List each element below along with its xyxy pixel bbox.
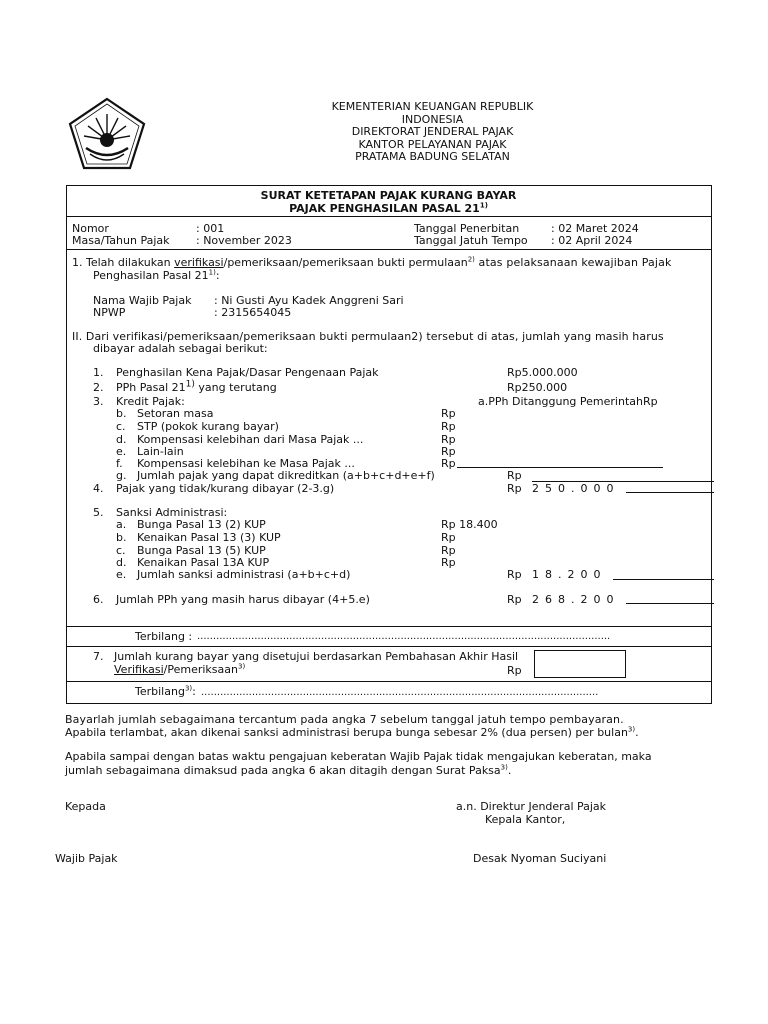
terbilang-2-blank: ............................................................................................................................. [201,687,599,698]
item-6-underline [626,603,714,604]
item-3c-label: STP (pokok kurang bayar) [137,420,279,433]
sanksi-d-number: d. [116,556,127,569]
item-5-label: Sanksi Administrasi: [116,506,228,519]
sanksi-d-rp: Rp [441,556,456,569]
item-3c-number: c. [116,420,126,433]
item-3f-label: Kompensasi kelebihan ke Masa Pajak ... [137,457,355,470]
objection-note: Apabila sampai dengan batas waktu pengajuan keberatan Wajib Pajak tidak mengajukan keberatan, maka [65,750,652,763]
item-3d-number: d. [116,433,127,446]
subtotal-underline [457,467,663,468]
taxpayer-signature-label: Wajib Pajak [55,852,118,865]
section-2-paragraph-cont: dibayar adalah sebagai berikut: [93,342,268,355]
divider-item7 [66,681,711,682]
item-3e-label: Lain-lain [137,445,184,458]
section-1-paragraph: 1. Telah dilakukan verifikasi/pemeriksaan/pemeriksaan bukti permulaan$^{2)}$ atas pelaksanaan kewajiban Pajak [72,255,672,269]
item-3g-rp: Rp [507,469,522,482]
item-2-value: Rp250.000 [507,381,568,394]
sanksi-b-label: Kenaikan Pasal 13 (3) KUP [137,531,281,544]
sanksi-b-rp: Rp [441,531,456,544]
masa-pajak-value: : November 2023 [196,234,292,247]
item-3d-label: Kompensasi kelebihan dari Masa Pajak ... [137,433,364,446]
letterhead [300,101,565,164]
divider-meta [66,249,711,250]
item-3-label: Kredit Pajak: [116,395,185,408]
jatuh-tempo-value: : 02 April 2024 [551,234,633,247]
sanksi-e-label: Jumlah sanksi administrasi (a+b+c+d) [137,568,351,581]
item-7-number: 7. [93,650,104,663]
item-3e-number: e. [116,445,127,458]
item-3b-label: Setoran masa [137,407,214,420]
terbilang-blank: .................................................................................................................................. [197,631,611,642]
divider-terbilang [66,646,711,647]
section-1-paragraph-cont: Penghasilan Pasal 21$^{1)}$: [93,268,220,282]
item-2-number: 2. [93,381,104,394]
item-3a-label: a.PPh Ditanggung PemerintahRp [478,395,658,408]
nomor-label: Nomor [72,222,109,235]
tanggal-penerbitan-value: : 02 Maret 2024 [551,222,639,235]
item-1-label: Penghasilan Kena Pajak/Dasar Pengenaan Pajak [116,366,379,379]
sanksi-a-number: a. [116,518,127,531]
office-location: PRATAMA BADUNG SELATAN [355,150,510,163]
ministry-name: KEMENTERIAN KEUANGAN REPUBLIK INDONESIA [331,100,534,126]
item-3e-rp: Rp [441,445,456,458]
divider-items [66,626,711,627]
terbilang-2-label: Terbilang$^{3)}$: [135,684,196,698]
section-2-paragraph: II. Dari verifikasi/pemeriksaan/pemeriksaan bukti permulaan2) tersebut di atas, jumlah yang masih harus [72,330,664,343]
item-7-amount-field[interactable] [534,650,626,678]
item-7-label: Jumlah kurang bayar yang disetujui berdasarkan Pembahasan Akhir Hasil [114,650,519,663]
terbilang-label: Terbilang : [135,630,193,643]
item-3b-rp: Rp [441,407,456,420]
item-3c-rp: Rp [441,420,456,433]
sanksi-e-rp: Rp [507,568,522,581]
sanksi-a-value: Rp 18.400 [441,518,498,531]
signatory-position: Kepala Kantor, [485,813,566,826]
npwp-label: NPWP [93,306,126,319]
tanggal-penerbitan-label: Tanggal Penerbitan [414,222,520,235]
document-title: SURAT KETETAPAN PAJAK KURANG BAYAR [260,189,517,202]
signatory-name: Desak Nyoman Suciyani [473,852,607,865]
item-4-number: 4. [93,482,104,495]
item-1-number: 1. [93,366,104,379]
sanksi-b-number: b. [116,531,127,544]
item-4-rp: Rp [507,482,522,495]
item-3f-number: f. [116,457,123,470]
item-3g-label: Jumlah pajak yang dapat dikreditkan (a+b+c+d+e+f) [137,469,435,482]
sanksi-e-underline [613,579,714,580]
item-1-value: Rp5.000.000 [507,366,578,379]
nama-wajib-pajak-value: : Ni Gusti Ayu Kadek Anggreni Sari [214,294,404,307]
item-4-value: 250.000 [532,482,620,495]
item-5-number: 5. [93,506,104,519]
item-3b-number: b. [116,407,127,420]
sanksi-c-label: Bunga Pasal 13 (5) KUP [137,544,266,557]
item-7-label-cont: Verifikasi/Pemeriksaan$^{3)}$ [114,662,246,676]
divider-title [66,216,711,217]
item-6-value: 268.200 [532,593,620,606]
late-penalty-note: Apabila terlambat, akan dikenai sanksi administrasi berupa bunga sebesar 2% (dua persen) per bulan$^{3)}$. [65,725,639,739]
sanksi-e-number: e. [116,568,127,581]
sanksi-d-label: Kenaikan Pasal 13A KUP [137,556,270,569]
signatory-title: a.n. Direktur Jenderal Pajak [456,800,607,813]
directorate-name: DIREKTORAT JENDERAL PAJAK [351,125,514,138]
item-4-label: Pajak yang tidak/kurang dibayar (2-3.g) [116,482,335,495]
item-3d-rp: Rp [441,433,456,446]
item-6-label: Jumlah PPh yang masih harus dibayar (4+5.e) [116,593,370,606]
item-3f-rp: Rp [441,457,456,470]
objection-note-cont: jumlah sebagaimana dimaksud pada angka 6 akan ditagih dengan Surat Paksa$^{3)}$. [65,763,512,777]
nomor-value: : 001 [196,222,225,235]
jatuh-tempo-label: Tanggal Jatuh Tempo [414,234,528,247]
npwp-value: : 2315654045 [214,306,292,319]
document-subtitle: PAJAK PENGHASILAN PASAL 21$^{1)}$ [289,201,488,215]
sanksi-c-number: c. [116,544,126,557]
nama-wajib-pajak-label: Nama Wajib Pajak [93,294,192,307]
item-2-label: PPh Pasal 21$^{1)}$ yang terutang [116,379,277,394]
masa-pajak-label: Masa/Tahun Pajak [72,234,170,247]
item-3g-number: g. [116,469,127,482]
item-4-underline [626,492,714,493]
office-name: KANTOR PELAYANAN PAJAK [358,137,507,151]
item-6-rp: Rp [507,593,522,606]
item-6-number: 6. [93,593,104,606]
sanksi-c-rp: Rp [441,544,456,557]
sanksi-e-value: 18.200 [532,568,607,581]
ministry-emblem-icon [66,96,148,172]
sanksi-a-label: Bunga Pasal 13 (2) KUP [137,518,266,531]
item-7-rp: Rp [507,664,522,677]
recipient-label: Kepada [65,800,106,813]
item-3-number: 3. [93,395,104,408]
payment-instruction: Bayarlah jumlah sebagaimana tercantum pada angka 7 sebelum tanggal jatuh tempo pembayaran. [65,713,624,726]
